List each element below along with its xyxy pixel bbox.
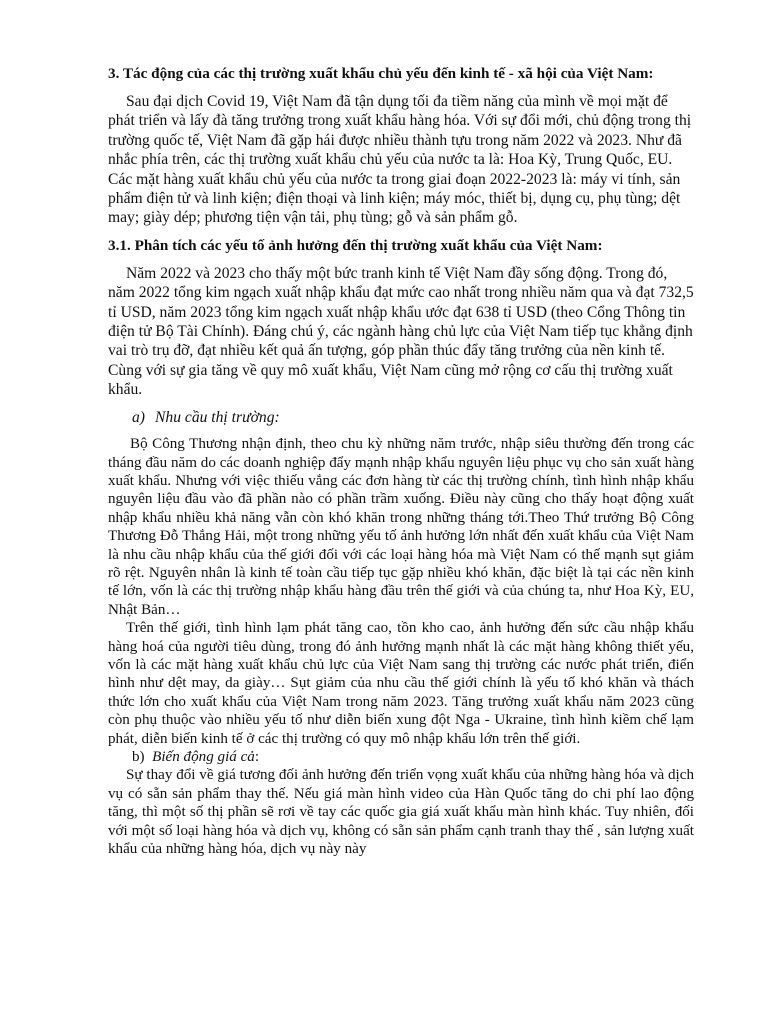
subheading-label-a: a)	[132, 408, 145, 426]
paragraph-trade-2022-2023: Năm 2022 và 2023 cho thấy một bức tranh kinh tế Việt Nam đầy sống động. Trong đó, năm 2022 tổng kim ngạch xuất nhập khẩu đạt mức cao nhất trong nhiều năm qua và đạt 732,5 tỉ USD, năm 2023 tổng kim ngạch xuất nhập khẩu ước đạt 638 tỉ USD (theo Cổng Thông tin điện tử Bộ Tài Chính). Đáng chú ý, các ngành hàng chủ lực của Việt Nam tiếp tục khẳng định vai trò trụ đỡ, đạt nhiều kết quả ấn tượng, góp phần thúc đẩy tăng trưởng của nền kinh tế. Cùng với sự gia tăng về quy mô xuất khẩu, Việt Nam cũng mở rộng cơ cấu thị trường xuất khẩu.	[108, 264, 694, 399]
paragraph-intro: Sau đại dịch Covid 19, Việt Nam đã tận dụng tối đa tiềm năng của mình về mọi mặt để phát triển và lấy đà tăng trưởng trong xuất khẩu hàng hóa. Với sự đổi mới, chủ động trong thị trường quốc tế, Việt Nam đã gặp hái được nhiều thành tựu trong năm 2022 và 2023. Như đã nhắc phía trên, các thị trường xuất khẩu chủ yếu của nước ta là: Hoa Kỳ, Trung Quốc, EU. Các mặt hàng xuất khẩu chủ yếu của nước ta trong giai đoạn 2022-2023 là: máy vi tính, sản phẩm điện tử và linh kiện; điện thoại và linh kiện; máy móc, thiết bị, dụng cụ, phụ tùng; dệt may; giày dép; phương tiện vận tải, phụ tùng; gỗ và sản phẩm gỗ.	[108, 93, 692, 227]
subheading-label-b: b)	[132, 749, 145, 765]
document-page	[108, 64, 694, 858]
subheading-title-a: Nhu cầu thị trường:	[155, 408, 280, 426]
paragraph-ministry-statement: Bộ Công Thương nhận định, theo chu kỳ những năm trước, nhập siêu thường đến trong các tháng đầu năm do các doanh nghiệp đẩy mạnh nhập khẩu nguyên liệu phục vụ cho sản xuất hàng xuất khẩu. Nhưng với việc thiếu vắng các đơn hàng từ các thị trường chính, tình hình nhập khẩu nguyên liệu đầu vào đã phần nào có phần trầm xuống. Điều này cũng cho thấy hoạt động xuất nhập khẩu nhiều khả năng vẫn còn khó khăn trong những tháng tới.Theo Thứ trưởng Bộ Công Thương Đỗ Thắng Hải, một trong những yếu tố ảnh hưởng lớn nhất đến xuất khẩu của Việt Nam là nhu cầu nhập khẩu của thế giới đối với các loại hàng hóa mà Việt Nam có thế mạnh sụt giảm rõ rệt. Nguyên nhân là kinh tế toàn cầu tiếp tục gặp nhiều khó khăn, đặc biệt là tại các nền kinh tế lớn, vốn là các thị trường nhập khẩu hàng đầu trên thế giới và của chúng ta, như Hoa Kỳ, EU, Nhật Bản…	[108, 436, 694, 618]
paragraph-price-substitutes: Sự thay đổi về giá tương đối ảnh hưởng đến triển vọng xuất khẩu của những hàng hóa và dịch vụ có sẵn sản phẩm thay thế. Nếu giá màn hình video của Hàn Quốc tăng do chi phí lao động tăng, thì một số thị phần sẽ rơi về tay các quốc gia giá xuất khẩu màn hình khác. Tuy nhiên, đối với một số loại hàng hóa và dịch vụ, không có sẵn sản phẩm cạnh tranh thay thế , sản lượng xuất khẩu của những hàng hóa, dịch vụ này này	[108, 767, 694, 858]
heading-section-3-1: 3.1. Phân tích các yếu tố ảnh hưởng đến thị trường xuất khẩu của Việt Nam:	[108, 236, 603, 254]
heading-section-3: 3. Tác động của các thị trường xuất khẩu chủ yếu đến kinh tế - xã hội của Việt Nam:	[108, 65, 654, 82]
paragraph-world-inflation: Trên thế giới, tình hình lạm phát tăng cao, tồn kho cao, ảnh hưởng đến sức cầu nhập khẩu hàng hoá của người tiêu dùng, trong đó ảnh hưởng mạnh nhất là các mặt hàng không thiết yếu, vốn là các mặt hàng xuất khẩu chủ lực của Việt Nam sang thị trường các nước phát triển, điển hình như dệt may, da giày… Sụt giảm của nhu cầu thế giới chính là yếu tố khó khăn và thách thức lớn cho xuất khẩu của Việt Nam trong năm 2023. Tăng trưởng xuất khẩu năm 2023 cũng còn phụ thuộc vào nhiều yếu tố như diễn biến xung đột Nga - Ukraine, tình hình kiềm chế lạm phát, diễn biến kinh tế ở các thị trường có quy mô nhập khẩu lớn trên thế giới.	[108, 620, 694, 747]
subheading-suffix-b: :	[254, 749, 260, 765]
subheading-market-demand	[108, 408, 694, 427]
subheading-title-b: Biến động giá cả	[152, 749, 255, 765]
subheading-price-fluctuation	[108, 748, 694, 766]
